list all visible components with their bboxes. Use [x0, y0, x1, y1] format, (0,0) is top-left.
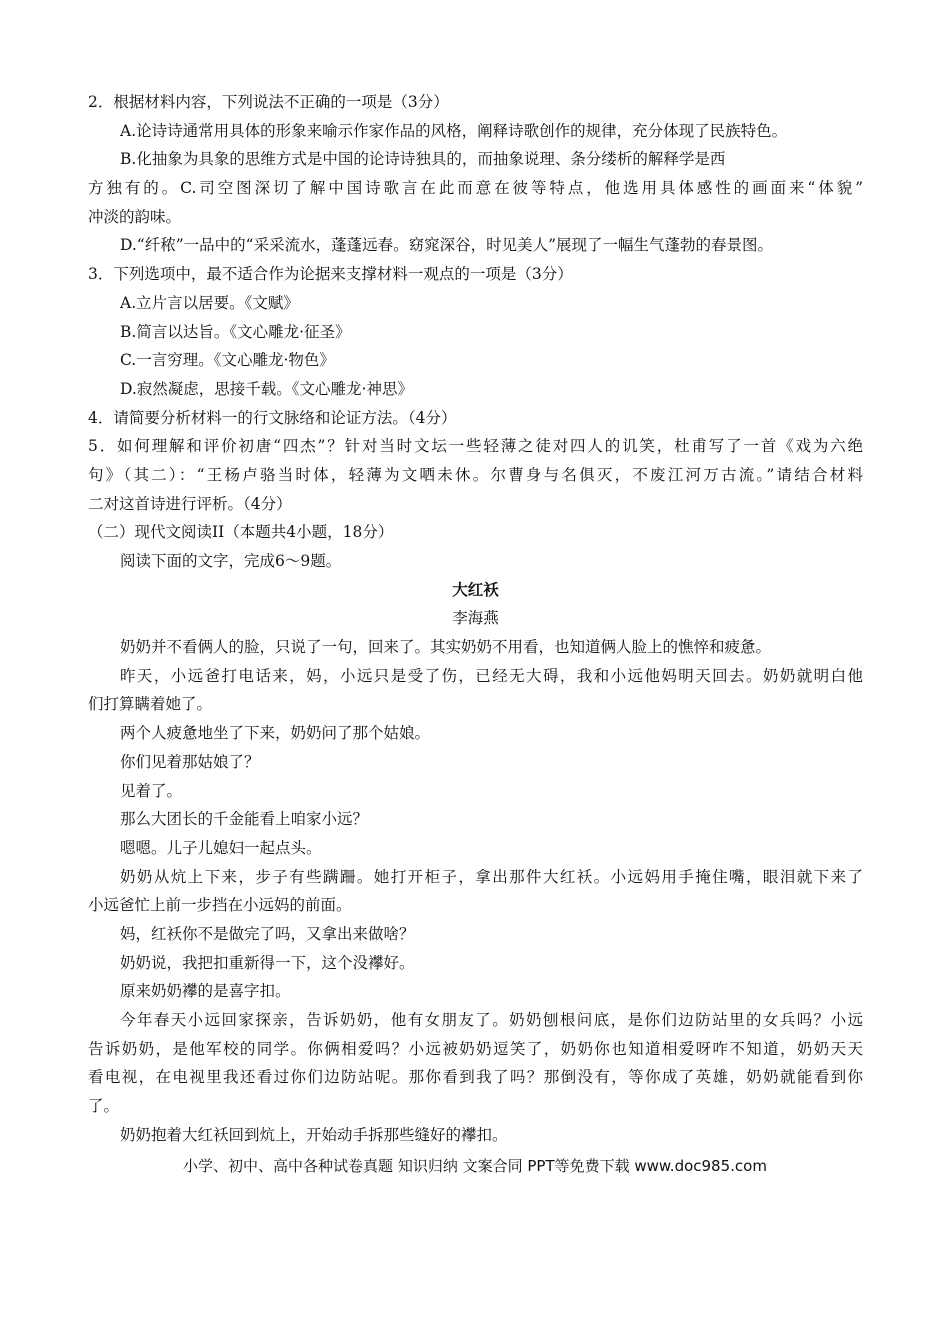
story-paragraph-cont: 小远爸忙上前一步挡在小远妈的前面。	[88, 896, 352, 915]
story-paragraph: 见着了。	[120, 781, 183, 800]
story-paragraph: 你们见着那姑娘了？	[120, 752, 260, 771]
question-4-stem: 4．请简要分析材料一的行文脉络和论证方法。（4分）	[88, 408, 457, 427]
question-3-option-b: B.简言以达旨。《文心雕龙·征圣》	[120, 322, 351, 341]
question-3-stem: 3．下列选项中，最不适合作为论据来支撑材料一观点的一项是（3分）	[88, 265, 573, 284]
story-paragraph: 妈，红袄你不是做完了吗，又拿出来做啥？	[120, 924, 415, 943]
story-paragraph: 原来奶奶襻的是喜字扣。	[120, 982, 291, 1001]
story-paragraph: 两个人疲惫地坐了下来，奶奶问了那个姑娘。	[120, 724, 431, 743]
story-title: 大红袄	[452, 580, 499, 599]
story-paragraph: 奶奶抱着大红袄回到炕上，开始动手拆那些缝好的襻扣。	[120, 1125, 508, 1144]
document-body	[88, 88, 863, 1149]
question-3-option-d: D.寂然凝虑，思接千载。《文心雕龙·神思》	[120, 379, 413, 398]
question-5-line-1: 5．如何理解和评价初唐“四杰”？针对当时文坛一些轻薄之徒对四人的讥笑，杜甫写了一首《戏为六绝	[88, 437, 863, 456]
question-2-option-b-end: 冲淡的韵味。	[88, 207, 182, 226]
story-paragraph: 奶奶从炕上下来，步子有些蹒跚。她打开柜子，拿出那件大红袄。小远妈用手掩住嘴，眼泪就下来了	[120, 867, 863, 886]
story-paragraph-cont: 告诉奶奶，是他军校的同学。你俩相爱吗？小远被奶奶逗笑了，奶奶你也知道相爱呀咋不知道，奶奶天天	[88, 1039, 863, 1058]
section-instruction: 阅读下面的文字，完成6～9题。	[120, 552, 342, 570]
story-paragraph-cont: 了。	[88, 1097, 120, 1116]
story-paragraph-cont: 们打算瞒着她了。	[88, 695, 213, 714]
story-paragraph: 昨天，小远爸打电话来，妈，小远只是受了伤，已经无大碍，我和小远他妈明天回去。奶奶就明白他	[120, 666, 863, 685]
story-paragraph: 奶奶并不看俩人的脸，只说了一句，回来了。其实奶奶不用看，也知道俩人脸上的憔悴和疲惫。	[120, 638, 772, 657]
question-2-option-b-cont: 方独有的。C.司空图深切了解中国诗歌言在此而意在彼等特点，他选用具体感性的画面来“体貌”	[88, 179, 863, 198]
question-3-option-a: A.立片言以居要。《文赋》	[120, 293, 299, 312]
story-paragraph: 嗯嗯。儿子儿媳妇一起点头。	[120, 838, 322, 857]
question-5-line-2: 句》（其二）：“王杨卢骆当时体，轻薄为文哂未休。尔曹身与名俱灭，不废江河万古流。”请结合材料	[88, 465, 863, 484]
story-paragraph-cont: 看电视，在电视里我还看过你们边防站呢。那你看到我了吗？那倒没有，等你成了英雄，奶奶就能看到你	[88, 1068, 863, 1087]
story-paragraph: 那么大团长的千金能看上咱家小远？	[120, 810, 369, 829]
question-2-option-b: B.化抽象为具象的思维方式是中国的论诗诗独具的，而抽象说理、条分缕析的解释学是西	[120, 150, 726, 169]
question-3-option-c: C.一言穷理。《文心雕龙·物色》	[120, 351, 335, 370]
story-paragraph: 今年春天小远回家探亲，告诉奶奶，他有女朋友了。奶奶刨根问底，是你们边防站里的女兵吗？小远	[120, 1011, 863, 1029]
page-footer: 小学、初中、高中各种试卷真题 知识归纳 文案合同 PPT等免费下载 www.doc985.com	[183, 1157, 767, 1175]
section-heading: （二）现代文阅读II（本题共4小题，18分）	[88, 523, 394, 542]
question-2-option-a: A.论诗诗通常用具体的形象来喻示作家作品的风格，阐释诗歌创作的规律，充分体现了民族特色。	[120, 121, 788, 140]
story-author: 李海燕	[452, 609, 499, 628]
story-paragraph: 奶奶说，我把扣重新得一下，这个没襻好。	[120, 953, 415, 972]
question-5-line-3: 二对这首诗进行评析。（4分）	[88, 494, 292, 513]
question-2-stem: 2．根据材料内容，下列说法不正确的一项是（3分）	[88, 93, 449, 111]
question-2-option-d: D.“纤秾”一品中的“采采流水，蓬蓬远春。窈窕深谷，时见美人”展现了一幅生气蓬勃的春景图。	[120, 236, 774, 255]
